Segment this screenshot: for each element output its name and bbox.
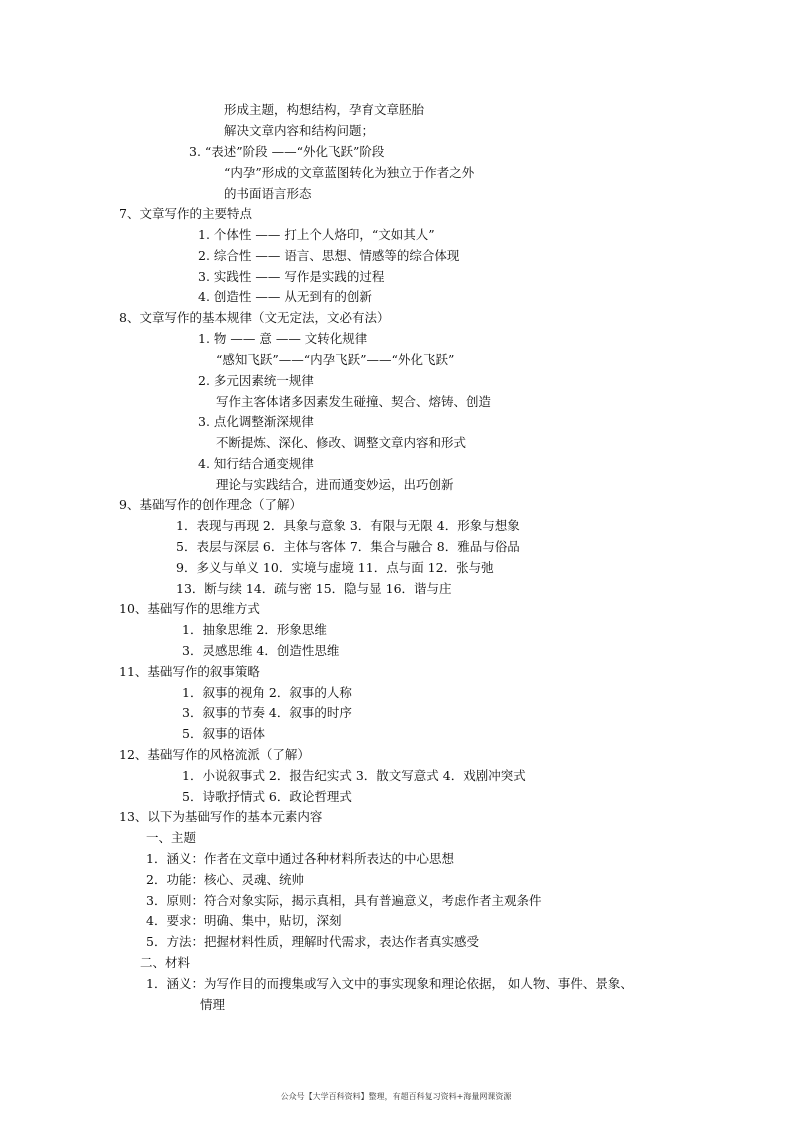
text-line: “内孕”形成的文章蓝图转化为独立于作者之外 (224, 165, 475, 180)
text-line: 的书面语言形态 (224, 186, 312, 201)
text-line: 1．表现与再现 2．具象与意象 3．有限与无限 4．形象与想象 (176, 518, 520, 533)
section-heading: 9、基础写作的创作理念（了解） (119, 497, 302, 512)
section-heading: 8、文章写作的基本规律（文无定法，文必有法） (119, 310, 390, 325)
text-line: 3．叙事的节奏 4．叙事的时序 (182, 705, 352, 720)
text-line: 不断提炼、深化、修改、调整文章内容和形式 (216, 435, 467, 450)
text-line: 1. 个体性 —— 打上个人烙印，“文如其人” (198, 227, 435, 242)
text-line: 1. 物 —— 意 —— 文转化规律 (198, 331, 368, 346)
text-line: 4. 知行结合通变规律 (198, 456, 314, 471)
text-line: 3. “表述”阶段 ——“外化飞跃”阶段 (189, 144, 385, 159)
text-line: 解决文章内容和结构问题； (224, 123, 375, 138)
text-line: 2. 多元因素统一规律 (198, 373, 314, 388)
text-line: 3. 点化调整渐深规律 (198, 414, 314, 429)
text-line: 4．要求：明确、集中，贴切，深刻 (146, 913, 342, 928)
text-line: 5．方法：把握材料性质，理解时代需求，表达作者真实感受 (146, 934, 479, 949)
text-line: 1．涵义：作者在文章中通过各种材料所表达的中心思想 (146, 851, 454, 866)
section-heading: 11、基础写作的叙事策略 (119, 664, 260, 679)
section-heading: 13、以下为基础写作的基本元素内容 (119, 809, 323, 824)
text-line: 9．多义与单义 10．实境与虚境 11．点与面 12．张与弛 (176, 560, 494, 575)
text-line: 3. 实践性 —— 写作是实践的过程 (198, 269, 385, 284)
text-line: 1．涵义：为写作目的而搜集或写入文中的事实现象和理论依据， 如人物、事件、景象、 (146, 976, 633, 991)
section-heading: 12、基础写作的风格流派（了解） (119, 747, 310, 762)
section-heading: 10、基础写作的思维方式 (119, 601, 260, 616)
text-line: 4. 创造性 —— 从无到有的创新 (198, 289, 372, 304)
text-line: 13．断与续 14．疏与密 15．隐与显 16．谐与庄 (176, 581, 452, 596)
text-line: 情理 (200, 997, 226, 1012)
text-line: 形成主题，构想结构，孕育文章胚胎 (224, 102, 425, 117)
text-line: 1．抽象思维 2．形象思维 (182, 622, 327, 637)
text-line: 5．表层与深层 6．主体与客体 7．集合与融合 8．雅品与俗品 (176, 539, 520, 554)
subsection-heading: 二、材料 (140, 955, 191, 970)
text-line: 理论与实践结合，进而通变妙运，出巧创新 (216, 477, 454, 492)
text-line: 写作主客体诸多因素发生碰撞、契合、熔铸、创造 (216, 394, 492, 409)
text-line: 2．功能：核心、灵魂、统帅 (146, 872, 304, 887)
text-line: 5．叙事的语体 (182, 726, 265, 741)
subsection-heading: 一、主题 (146, 830, 197, 845)
page-footer: 公众号【大学百科资料】整理，有超百科复习资料+海量网课资源 (280, 1092, 512, 1101)
text-line: 3．灵感思维 4．创造性思维 (182, 643, 340, 658)
section-heading: 7、文章写作的主要特点 (119, 206, 252, 221)
text-line: 2. 综合性 —— 语言、思想、情感等的综合体现 (198, 248, 460, 263)
text-line: “感知飞跃”——“内孕飞跃”——“外化飞跃” (216, 352, 455, 367)
text-line: 1．叙事的视角 2．叙事的人称 (182, 685, 352, 700)
text-line: 1．小说叙事式 2．报告纪实式 3．散文写意式 4．戏剧冲突式 (182, 768, 526, 783)
text-line: 5．诗歌抒情式 6．政论哲理式 (182, 789, 352, 804)
text-line: 3．原则：符合对象实际，揭示真相，具有普遍意义，考虑作者主观条件 (146, 893, 542, 908)
